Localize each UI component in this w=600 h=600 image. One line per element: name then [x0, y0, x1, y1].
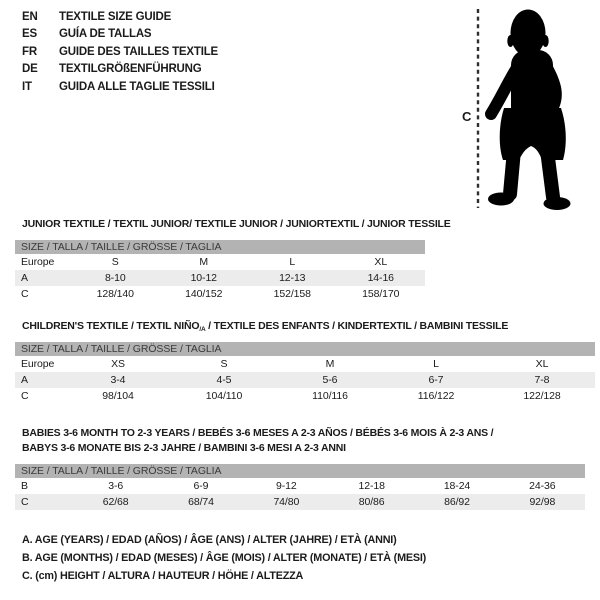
table-cell: 12-13 — [279, 272, 306, 284]
table-cell: 80/86 — [358, 496, 385, 508]
table-cell: 7-8 — [534, 374, 550, 386]
table-cell: 4-5 — [216, 374, 232, 386]
row-label: A — [21, 272, 28, 284]
children-title-sub: /A — [199, 326, 206, 333]
lang-row-es — [22, 26, 218, 43]
table-row-europe — [15, 356, 595, 372]
table-cell: 6-9 — [193, 480, 209, 492]
table-cell: 10-12 — [190, 272, 217, 284]
row-label: B — [21, 480, 28, 492]
lang-label: GUIDA ALLE TAGLIE TESSILI — [59, 80, 215, 93]
table-row-age — [15, 372, 595, 388]
table-cell: L — [433, 358, 439, 370]
table-cell: 122/128 — [523, 390, 561, 402]
lang-code: IT — [22, 80, 32, 93]
junior-section-title: JUNIOR TEXTILE / TEXTIL JUNIOR/ TEXTILE JUNIOR / JUNIORTEXTIL / JUNIOR TESSILE — [22, 218, 451, 230]
lang-code: ES — [22, 28, 37, 41]
table-cell: 152/158 — [273, 288, 311, 300]
lang-code: EN — [22, 11, 38, 23]
table-cell: XL — [374, 256, 388, 268]
lang-label: GUÍA DE TALLAS — [59, 28, 152, 41]
row-label: C — [21, 390, 29, 402]
size-header-bar: SIZE / TALLA / TAILLE / GRÖSSE / TAGLIA — [15, 464, 585, 478]
table-cell: 3-4 — [110, 374, 126, 386]
table-cell: 140/152 — [185, 288, 223, 300]
lang-row-de — [22, 61, 218, 78]
table-row-age — [15, 270, 425, 286]
table-cell: 62/68 — [102, 496, 129, 508]
table-row-height — [15, 286, 425, 302]
babies-title-line1: BABIES 3-6 MONTH TO 2-3 YEARS / BEBÉS 3-6 MESES A 2-3 AÑOS / BÉBÉS 3-6 MOIS À 2-3 ANS / — [22, 427, 494, 439]
lang-label: GUIDE DES TAILLES TEXTILE — [59, 45, 218, 58]
table-cell: L — [289, 256, 296, 268]
babies-section-title — [22, 426, 493, 456]
language-header — [22, 9, 218, 96]
table-cell: 3-6 — [108, 480, 124, 492]
table-cell: 12-18 — [358, 480, 385, 492]
junior-size-table — [15, 240, 425, 302]
table-row-europe — [15, 254, 425, 270]
lang-code: FR — [22, 45, 37, 58]
row-label: Europe — [21, 358, 55, 370]
lang-code: DE — [22, 63, 38, 76]
row-label: C — [21, 288, 29, 300]
table-cell: XS — [111, 358, 125, 370]
table-cell: 98/104 — [102, 390, 134, 402]
lang-row-fr — [22, 44, 218, 61]
table-cell: 116/122 — [417, 390, 455, 402]
lang-label: TEXTILGRÖßENFÜHRUNG — [59, 63, 202, 76]
legend-notes — [22, 531, 426, 585]
legend-note-c: C. (cm) HEIGHT / ALTURA / HAUTEUR / HÖHE / ALTEZZA — [22, 570, 304, 582]
babies-title-line2: BABYS 3-6 MONATE BIS 2-3 JAHRE / BAMBINI 3-6 MESI A 2-3 ANNI — [22, 442, 346, 454]
row-label: C — [21, 496, 29, 508]
table-cell: 8-10 — [104, 272, 126, 284]
table-cell: 110/116 — [312, 390, 348, 402]
lang-row-it — [22, 79, 218, 96]
table-cell: M — [325, 358, 335, 370]
babies-size-table — [15, 464, 585, 510]
table-row-height — [15, 494, 585, 510]
table-cell: 68/74 — [188, 496, 214, 508]
table-cell: 86/92 — [444, 496, 470, 508]
table-cell: 24-36 — [529, 480, 556, 492]
table-cell: S — [220, 358, 228, 370]
table-cell: 18-24 — [443, 480, 471, 492]
table-cell: 128/140 — [96, 288, 134, 300]
table-cell: S — [111, 256, 119, 268]
table-cell: 158/170 — [362, 288, 400, 300]
table-cell: 92/98 — [529, 496, 556, 508]
children-title-post: / TEXTILE DES ENFANTS / KINDERTEXTIL / BAMBINI TESSILE — [205, 320, 509, 332]
baby-silhouette-icon — [488, 10, 571, 211]
legend-note-b: B. AGE (MONTHS) / EDAD (MESES) / ÂGE (MOIS) / ALTER (MONATE) / ETÀ (MESI) — [22, 552, 427, 564]
row-label: Europe — [21, 256, 55, 268]
lang-row-en — [22, 9, 218, 26]
baby-figure — [440, 0, 600, 220]
table-cell: 14-16 — [367, 272, 394, 284]
table-cell: XL — [535, 358, 549, 370]
children-title-pre: CHILDREN'S TEXTILE / TEXTIL NIÑO — [22, 320, 200, 332]
children-size-table — [15, 342, 595, 404]
table-cell: 104/110 — [205, 390, 243, 402]
table-row-age-months — [15, 478, 585, 494]
legend-note-a: A. AGE (YEARS) / EDAD (AÑOS) / ÂGE (ANS) / ALTER (JAHRE) / ETÀ (ANNI) — [22, 534, 397, 546]
row-label: A — [21, 374, 28, 386]
size-header-bar: SIZE / TALLA / TAILLE / GRÖSSE / TAGLIA — [15, 240, 425, 254]
table-cell: 74/80 — [273, 496, 300, 508]
height-marker-label: C — [462, 109, 472, 124]
children-section-title — [22, 319, 508, 337]
table-cell: 6-7 — [428, 374, 444, 386]
table-cell: 9-12 — [276, 480, 297, 492]
table-row-height — [15, 388, 595, 404]
lang-label: TEXTILE SIZE GUIDE — [59, 11, 172, 23]
table-cell: M — [199, 256, 209, 268]
table-cell: 5-6 — [322, 374, 338, 386]
size-header-bar: SIZE / TALLA / TAILLE / GRÖSSE / TAGLIA — [15, 342, 595, 356]
